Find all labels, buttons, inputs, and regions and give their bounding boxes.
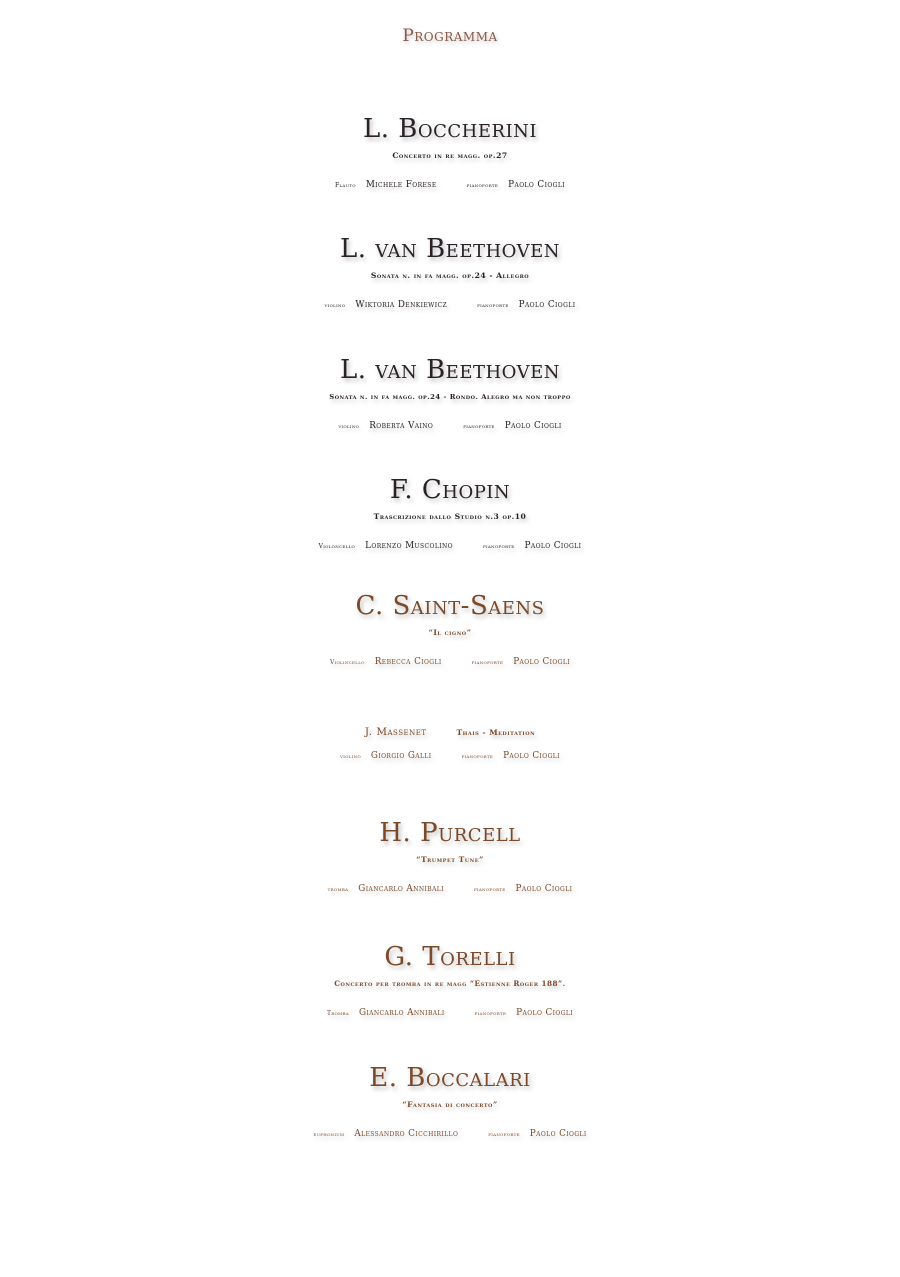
instrument-label: pianoforte	[463, 423, 495, 430]
work-title: Sonata n. in fa magg. op.24 - Allegro	[370, 271, 530, 280]
program-item-massenet	[0, 720, 900, 771]
work-title: “Il cigno”	[428, 628, 472, 637]
performers-line	[0, 288, 900, 320]
instrument-label: pianoforte	[482, 543, 515, 550]
instrument-label: pianoforte	[471, 659, 504, 666]
instrument-label: tromba	[327, 886, 349, 893]
instrument-label: euphonium	[313, 1131, 345, 1138]
performer-name: Michele Forese	[365, 180, 437, 190]
performers-line	[0, 645, 900, 677]
performer-name: Paolo Ciogli	[518, 300, 576, 310]
composer-work-line	[0, 720, 900, 739]
performers-line	[0, 409, 900, 441]
performer-name: Alessandro Cicchirillo	[354, 1129, 459, 1139]
program-item-beethoven-rondo	[0, 355, 900, 441]
performer-name: Rebecca Ciogli	[374, 657, 442, 667]
performers-line	[0, 168, 900, 200]
performers-line	[0, 1117, 900, 1149]
performers-line	[0, 996, 900, 1028]
composer-name: L. van Beethoven	[339, 234, 560, 264]
performer-name: Paolo Ciogli	[504, 421, 562, 431]
work-title: Concerto in re magg. op.27	[392, 151, 508, 160]
performer-name: Giancarlo Annibali	[358, 1008, 445, 1018]
performers-line	[0, 739, 900, 771]
performer-name: Paolo Ciogli	[503, 751, 560, 761]
instrument-label: pianoforte	[474, 1010, 507, 1017]
performer-name: Paolo Ciogli	[529, 1129, 587, 1139]
composer-name: J. Massenet	[364, 726, 427, 738]
performer-name: Paolo Ciogli	[524, 541, 582, 551]
performer-name: Lorenzo Muscolino	[365, 541, 453, 551]
composer-name: F. Chopin	[389, 475, 511, 505]
instrument-label: Tromba	[326, 1010, 349, 1017]
program-item-boccalari	[0, 1063, 900, 1149]
performer-name: Giorgio Galli	[370, 751, 432, 761]
instrument-label: Violoncello	[318, 543, 356, 550]
page-title: Programma	[402, 26, 498, 46]
instrument-label: pianoforte	[473, 886, 506, 893]
program-item-boccherini	[0, 114, 900, 200]
work-title: Concerto per tromba in re magg “Estienne Roger 188”.	[334, 979, 566, 988]
performer-name: Paolo Ciogli	[513, 657, 571, 667]
performers-line	[0, 872, 900, 904]
instrument-label: pianoforte	[461, 753, 494, 760]
work-title: “Fantasia di concerto”	[402, 1100, 498, 1109]
program-item-saint-saens	[0, 591, 900, 677]
work-title: “Trumpet Tune”	[416, 855, 484, 864]
composer-name: C. Saint-Saens	[355, 591, 545, 621]
work-title: Thais - Meditation	[456, 728, 536, 737]
instrument-label: violino	[338, 423, 360, 430]
work-title: Trascrizione dallo Studio n.3 op.10	[373, 512, 527, 521]
performer-name: Roberta Vaino	[369, 421, 434, 431]
instrument-label: pianoforte	[477, 302, 509, 309]
program-item-chopin	[0, 475, 900, 561]
composer-name: G. Torelli	[384, 942, 516, 972]
instrument-label: pianoforte	[466, 182, 499, 189]
program-item-beethoven-allegro	[0, 234, 900, 320]
instrument-label: pianoforte	[488, 1131, 520, 1138]
performer-name: Paolo Ciogli	[508, 180, 566, 190]
instrument-label: Flauto	[334, 182, 356, 189]
instrument-label: violino	[340, 753, 361, 760]
performer-name: Wiktoria Denkiewicz	[355, 300, 448, 310]
performer-name: Paolo Ciogli	[515, 884, 573, 894]
performers-line	[0, 529, 900, 561]
composer-name: L. van Beethoven	[339, 355, 560, 385]
performer-name: Giancarlo Annibali	[358, 884, 444, 894]
work-title: Sonata n. in fa magg. op.24 - Rondo. Alegro ma non troppo	[329, 393, 571, 401]
composer-name: L. Boccherini	[362, 114, 538, 144]
instrument-label: violino	[324, 302, 346, 309]
composer-name: E. Boccalari	[369, 1063, 531, 1093]
instrument-label: Violincello	[329, 659, 365, 666]
composer-name: H. Purcell	[379, 818, 521, 848]
performer-name: Paolo Ciogli	[516, 1008, 574, 1018]
program-item-purcell	[0, 818, 900, 904]
program-item-torelli	[0, 942, 900, 1028]
